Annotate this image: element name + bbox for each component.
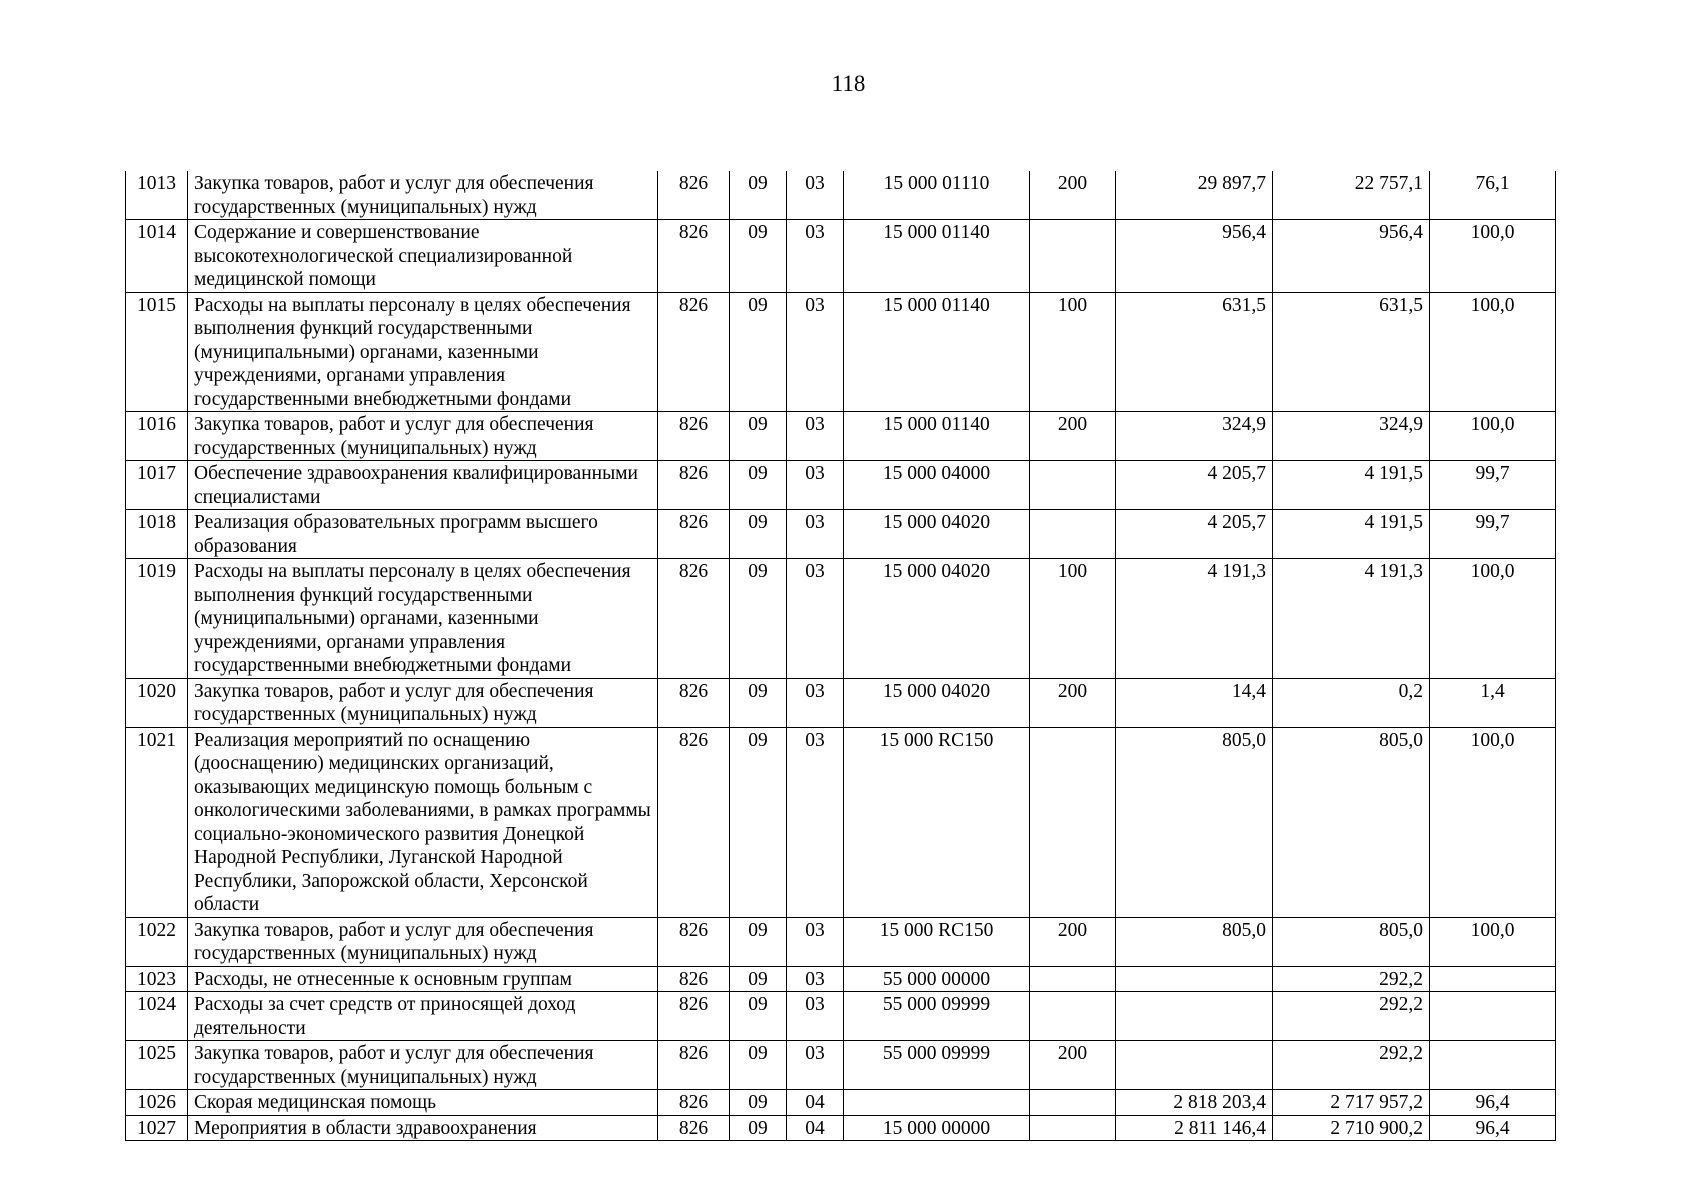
subsection-code: 04	[787, 1115, 844, 1141]
execution-percent: 96,4	[1430, 1090, 1556, 1116]
expense-name: Расходы за счет средств от приносящей доход деятельности	[188, 992, 658, 1041]
table-row	[126, 559, 1556, 679]
target-article-code: 15 000 RC150	[844, 917, 1030, 966]
table-row	[126, 727, 1556, 917]
table-row	[126, 1115, 1556, 1141]
execution-percent: 100,0	[1430, 559, 1556, 679]
subsection-code: 03	[787, 510, 844, 559]
row-number: 1021	[126, 727, 188, 917]
subsection-code: 03	[787, 1041, 844, 1090]
section-code: 09	[730, 1041, 787, 1090]
row-number: 1020	[126, 678, 188, 727]
subsection-code: 04	[787, 1090, 844, 1116]
row-number: 1022	[126, 917, 188, 966]
execution-percent: 1,4	[1430, 678, 1556, 727]
row-number: 1027	[126, 1115, 188, 1141]
table-row	[126, 461, 1556, 510]
row-number: 1024	[126, 992, 188, 1041]
target-article-code: 15 000 04020	[844, 678, 1030, 727]
execution-percent: 99,7	[1430, 510, 1556, 559]
table-row	[126, 1041, 1556, 1090]
expense-type-code	[1030, 510, 1116, 559]
executed-amount: 4 191,5	[1273, 461, 1430, 510]
section-code: 09	[730, 220, 787, 293]
row-number: 1016	[126, 412, 188, 461]
executed-amount: 956,4	[1273, 220, 1430, 293]
approved-amount: 2 818 203,4	[1116, 1090, 1273, 1116]
executed-amount: 324,9	[1273, 412, 1430, 461]
row-number: 1014	[126, 220, 188, 293]
executed-amount: 292,2	[1273, 992, 1430, 1041]
execution-percent: 100,0	[1430, 292, 1556, 412]
target-article-code	[844, 1090, 1030, 1116]
table-row	[126, 917, 1556, 966]
executed-amount: 22 757,1	[1273, 171, 1430, 220]
executed-amount: 805,0	[1273, 727, 1430, 917]
expense-name: Расходы, не отнесенные к основным группам	[188, 966, 658, 992]
ministry-code: 826	[658, 559, 730, 679]
subsection-code: 03	[787, 917, 844, 966]
approved-amount	[1116, 992, 1273, 1041]
expense-type-code: 200	[1030, 171, 1116, 220]
subsection-code: 03	[787, 992, 844, 1041]
approved-amount: 4 205,7	[1116, 461, 1273, 510]
ministry-code: 826	[658, 220, 730, 293]
subsection-code: 03	[787, 727, 844, 917]
expense-type-code: 200	[1030, 917, 1116, 966]
target-article-code: 55 000 09999	[844, 1041, 1030, 1090]
section-code: 09	[730, 1090, 787, 1116]
approved-amount: 324,9	[1116, 412, 1273, 461]
approved-amount: 14,4	[1116, 678, 1273, 727]
section-code: 09	[730, 461, 787, 510]
ministry-code: 826	[658, 992, 730, 1041]
subsection-code: 03	[787, 292, 844, 412]
section-code: 09	[730, 292, 787, 412]
ministry-code: 826	[658, 678, 730, 727]
expense-type-code	[1030, 727, 1116, 917]
expense-name: Реализация образовательных программ высшего образования	[188, 510, 658, 559]
row-number: 1015	[126, 292, 188, 412]
execution-percent: 100,0	[1430, 917, 1556, 966]
table-row	[126, 678, 1556, 727]
expense-name: Реализация мероприятий по оснащению (дооснащению) медицинских организаций, оказывающих медицинскую помощь больным с онкологическими заболеваниями, в рамках программы социально-экономического развития Донецкой Народной Республики, Луганской Народной Республики, Запорожской области, Херсонской области	[188, 727, 658, 917]
executed-amount: 2 710 900,2	[1273, 1115, 1430, 1141]
execution-percent: 100,0	[1430, 412, 1556, 461]
section-code: 09	[730, 510, 787, 559]
table-row	[126, 966, 1556, 992]
table-row	[126, 1090, 1556, 1116]
ministry-code: 826	[658, 1041, 730, 1090]
table-row	[126, 510, 1556, 559]
section-code: 09	[730, 992, 787, 1041]
ministry-code: 826	[658, 510, 730, 559]
expense-name: Расходы на выплаты персоналу в целях обеспечения выполнения функций государственными (муниципальными) органами, казенными учреждениями, органами управления государственными внебюджетными фондами	[188, 559, 658, 679]
table-row	[126, 220, 1556, 293]
executed-amount: 292,2	[1273, 966, 1430, 992]
ministry-code: 826	[658, 171, 730, 220]
expense-name: Скорая медицинская помощь	[188, 1090, 658, 1116]
execution-percent: 96,4	[1430, 1115, 1556, 1141]
row-number: 1017	[126, 461, 188, 510]
section-code: 09	[730, 412, 787, 461]
row-number: 1013	[126, 171, 188, 220]
execution-percent: 76,1	[1430, 171, 1556, 220]
row-number: 1025	[126, 1041, 188, 1090]
execution-percent	[1430, 992, 1556, 1041]
table-row	[126, 292, 1556, 412]
expense-name: Закупка товаров, работ и услуг для обеспечения государственных (муниципальных) нужд	[188, 412, 658, 461]
ministry-code: 826	[658, 917, 730, 966]
row-number: 1018	[126, 510, 188, 559]
table-row	[126, 992, 1556, 1041]
approved-amount: 631,5	[1116, 292, 1273, 412]
section-code: 09	[730, 727, 787, 917]
row-number: 1026	[126, 1090, 188, 1116]
execution-percent: 100,0	[1430, 220, 1556, 293]
target-article-code: 15 000 04000	[844, 461, 1030, 510]
expense-name: Содержание и совершенствование высокотехнологической специализированной медицинской помощи	[188, 220, 658, 293]
table-row	[126, 171, 1556, 220]
expense-type-code: 100	[1030, 292, 1116, 412]
approved-amount: 2 811 146,4	[1116, 1115, 1273, 1141]
approved-amount: 4 191,3	[1116, 559, 1273, 679]
execution-percent	[1430, 1041, 1556, 1090]
expense-type-code	[1030, 220, 1116, 293]
ministry-code: 826	[658, 1090, 730, 1116]
section-code: 09	[730, 678, 787, 727]
expense-name: Обеспечение здравоохранения квалифицированными специалистами	[188, 461, 658, 510]
executed-amount: 0,2	[1273, 678, 1430, 727]
expense-type-code: 100	[1030, 559, 1116, 679]
section-code: 09	[730, 1115, 787, 1141]
expense-name: Закупка товаров, работ и услуг для обеспечения государственных (муниципальных) нужд	[188, 1041, 658, 1090]
target-article-code: 55 000 00000	[844, 966, 1030, 992]
expense-type-code	[1030, 992, 1116, 1041]
expense-name: Мероприятия в области здравоохранения	[188, 1115, 658, 1141]
subsection-code: 03	[787, 966, 844, 992]
ministry-code: 826	[658, 292, 730, 412]
expense-type-code	[1030, 966, 1116, 992]
expense-name: Закупка товаров, работ и услуг для обеспечения государственных (муниципальных) нужд	[188, 917, 658, 966]
target-article-code: 15 000 01140	[844, 220, 1030, 293]
ministry-code: 826	[658, 727, 730, 917]
subsection-code: 03	[787, 412, 844, 461]
target-article-code: 15 000 04020	[844, 559, 1030, 679]
ministry-code: 826	[658, 966, 730, 992]
target-article-code: 15 000 01140	[844, 412, 1030, 461]
target-article-code: 55 000 09999	[844, 992, 1030, 1041]
subsection-code: 03	[787, 220, 844, 293]
approved-amount: 805,0	[1116, 727, 1273, 917]
approved-amount: 805,0	[1116, 917, 1273, 966]
row-number: 1019	[126, 559, 188, 679]
section-code: 09	[730, 171, 787, 220]
approved-amount: 956,4	[1116, 220, 1273, 293]
expense-type-code: 200	[1030, 412, 1116, 461]
execution-percent: 100,0	[1430, 727, 1556, 917]
ministry-code: 826	[658, 1115, 730, 1141]
expense-type-code	[1030, 461, 1116, 510]
target-article-code: 15 000 01140	[844, 292, 1030, 412]
expense-type-code: 200	[1030, 1041, 1116, 1090]
approved-amount: 29 897,7	[1116, 171, 1273, 220]
expense-type-code	[1030, 1090, 1116, 1116]
executed-amount: 631,5	[1273, 292, 1430, 412]
expense-type-code	[1030, 1115, 1116, 1141]
execution-percent: 99,7	[1430, 461, 1556, 510]
budget-table	[125, 171, 1556, 1141]
table-body	[126, 171, 1556, 1141]
subsection-code: 03	[787, 559, 844, 679]
subsection-code: 03	[787, 678, 844, 727]
expense-type-code: 200	[1030, 678, 1116, 727]
expense-name: Расходы на выплаты персоналу в целях обеспечения выполнения функций государственными (муниципальными) органами, казенными учреждениями, органами управления государственными внебюджетными фондами	[188, 292, 658, 412]
section-code: 09	[730, 559, 787, 679]
approved-amount	[1116, 1041, 1273, 1090]
execution-percent	[1430, 966, 1556, 992]
subsection-code: 03	[787, 171, 844, 220]
ministry-code: 826	[658, 412, 730, 461]
target-article-code: 15 000 RC150	[844, 727, 1030, 917]
page-number: 118	[831, 71, 866, 96]
table-row	[126, 412, 1556, 461]
executed-amount: 4 191,3	[1273, 559, 1430, 679]
executed-amount: 4 191,5	[1273, 510, 1430, 559]
executed-amount: 292,2	[1273, 1041, 1430, 1090]
expense-name: Закупка товаров, работ и услуг для обеспечения государственных (муниципальных) нужд	[188, 678, 658, 727]
section-code: 09	[730, 917, 787, 966]
expense-name: Закупка товаров, работ и услуг для обеспечения государственных (муниципальных) нужд	[188, 171, 658, 220]
target-article-code: 15 000 04020	[844, 510, 1030, 559]
target-article-code: 15 000 00000	[844, 1115, 1030, 1141]
row-number: 1023	[126, 966, 188, 992]
executed-amount: 805,0	[1273, 917, 1430, 966]
executed-amount: 2 717 957,2	[1273, 1090, 1430, 1116]
approved-amount: 4 205,7	[1116, 510, 1273, 559]
section-code: 09	[730, 966, 787, 992]
ministry-code: 826	[658, 461, 730, 510]
target-article-code: 15 000 01110	[844, 171, 1030, 220]
subsection-code: 03	[787, 461, 844, 510]
approved-amount	[1116, 966, 1273, 992]
